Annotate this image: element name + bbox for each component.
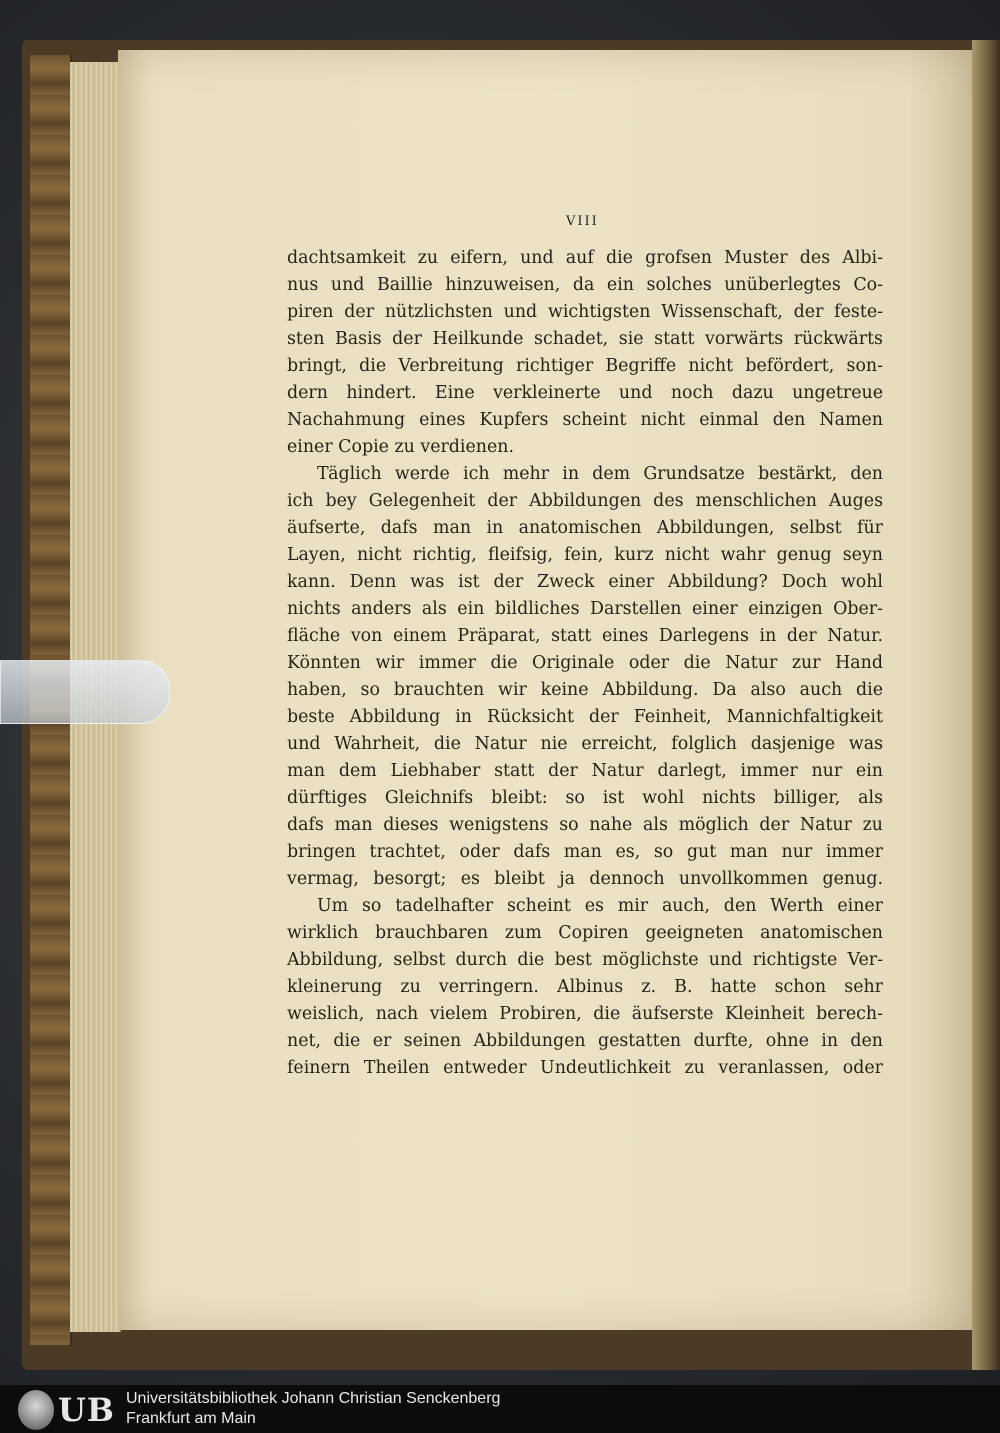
text-line: piren der nützlichsten und wichtigsten Wissenschaft, der feste- — [287, 302, 883, 322]
text-line: Abbildung, selbst durch die best möglichste und richtigste Ver- — [287, 950, 883, 970]
text-line: Nachahmung eines Kupfers scheint nicht einmal den Namen — [287, 410, 883, 430]
library-logo: UB — [58, 1391, 115, 1429]
text-line: äufserte, dafs man in anatomischen Abbildungen, selbst für — [287, 518, 883, 538]
text-line: wirklich brauchbaren zum Copiren geeigneten anatomischen — [287, 923, 883, 943]
text-line: net, die er seinen Abbildungen gestatten durfte, ohne in den — [287, 1031, 883, 1051]
text-line: und Wahrheit, die Natur nie erreicht, folglich dasjenige was — [287, 734, 883, 754]
text-line: beste Abbildung in Rücksicht der Feinheit, Mannichfaltigkeit — [287, 707, 883, 727]
library-seal-icon — [18, 1390, 54, 1430]
text-line: einer Copie zu verdienen. — [287, 437, 515, 457]
page-number: VIII — [566, 214, 599, 229]
text-line: nus und Baillie hinzuweisen, da ein solches unüberlegtes Co- — [287, 275, 883, 295]
body-text — [287, 245, 883, 1082]
text-line: nichts anders als ein bildliches Darstellen einer einzigen Ober- — [287, 599, 883, 619]
plastic-page-holder — [0, 660, 170, 724]
text-line: Layen, nicht richtig, fleifsig, fein, kurz nicht wahr genug seyn — [287, 545, 883, 565]
text-line: feinern Theilen entweder Undeutlichkeit zu veranlassen, oder — [287, 1058, 883, 1078]
text-line: fläche von einem Präparat, statt eines Darlegens in der Natur. — [287, 626, 883, 646]
text-line: dachtsamkeit zu eifern, und auf die grofsen Muster des Albi- — [287, 248, 883, 268]
text-line: Könnten wir immer die Originale oder die Natur zur Hand — [287, 653, 883, 673]
library-name — [126, 1389, 500, 1429]
text-line: haben, so brauchten wir keine Abbildung. Da also auch die — [287, 680, 883, 700]
library-name-line2: Frankfurt am Main — [126, 1410, 256, 1427]
text-line: sten Basis der Heilkunde schadet, sie statt vorwärts rückwärts — [287, 329, 883, 349]
text-line: ich bey Gelegenheit der Abbildungen des menschlichen Auges — [287, 491, 883, 511]
text-line: dern hindert. Eine verkleinerte und noch dazu ungetreue — [287, 383, 883, 403]
right-page-edge — [972, 40, 1000, 1370]
text-line: dürftiges Gleichnifs bleibt: so ist wohl nichts billiger, als — [287, 788, 883, 808]
text-line: vermag, besorgt; es bleibt ja dennoch unvollkommen genug. — [287, 869, 883, 889]
text-line: bringt, die Verbreitung richtiger Begriffe nicht befördert, son- — [287, 356, 883, 376]
text-line: dafs man dieses wenigstens so nahe als möglich der Natur zu — [287, 815, 883, 835]
text-line: man dem Liebhaber statt der Natur darlegt, immer nur ein — [287, 761, 883, 781]
text-line: bringen trachtet, oder dafs man es, so gut man nur immer — [287, 842, 883, 862]
text-line: Täglich werde ich mehr in dem Grundsatze bestärkt, den — [317, 464, 883, 484]
text-line: Um so tadelhafter scheint es mir auch, den Werth einer — [317, 896, 883, 916]
library-name-line1: Universitätsbibliothek Johann Christian Senckenberg — [126, 1390, 501, 1407]
text-line: kann. Denn was ist der Zweck einer Abbildung? Doch wohl — [287, 572, 883, 592]
text-line: weislich, nach vielem Probiren, die äufserste Kleinheit berech- — [287, 1004, 883, 1024]
text-line: kleinerung zu verringern. Albinus z. B. hatte schon sehr — [287, 977, 883, 997]
